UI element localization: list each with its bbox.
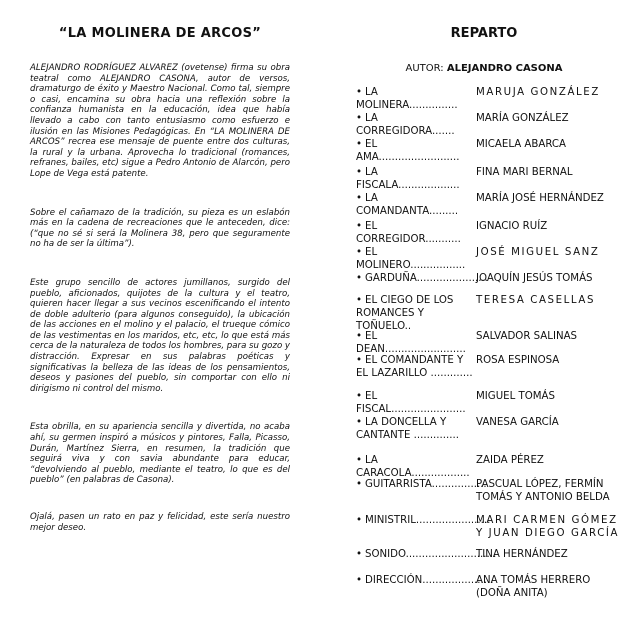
bullet-icon: • bbox=[356, 167, 363, 178]
bullet-icon: • bbox=[356, 139, 363, 150]
intro-paragraph-4: Esta obrilla, en su apariencia sencilla y divertida, no acaba ahí, su germen inspiró a músicos y pintores, Falla, Picasso, Durán, Martínez Sierra, en resumen, la tradición que seguirá viva y con savia abundante para educar, “devolviendo al pueblo, mediante el teatro, lo que es del pueblo” (en palabras de Casona). bbox=[30, 422, 290, 486]
bullet-icon: • bbox=[356, 331, 363, 342]
intro-column bbox=[30, 22, 290, 533]
cast-actor: SALVADOR SALINAS bbox=[476, 331, 578, 342]
cast-role-label: LA COMANDANTA......... bbox=[356, 193, 459, 217]
cast-role bbox=[356, 272, 488, 285]
bullet-icon: • bbox=[356, 417, 363, 428]
cast-actor: MARI CARMEN GÓMEZ Y JUAN DIEGO GARCÍA bbox=[476, 515, 620, 539]
cast-role bbox=[356, 192, 474, 218]
cast-role bbox=[356, 246, 474, 272]
intro-paragraph-1: ALEJANDRO RODRÍGUEZ ALVAREZ (ovetense) firma su obra teatral como ALEJANDRO CASONA, autor de versos, dramaturgo de éxito y Maestro Nacional. Como tal, siempre o casi, encamina su obra hacia una reflexión sobre la confianza humanista en la educación, idea que había llevado a cabo con tanto entusiasmo como esfuerzo e ilusión en las Misiones Pedagógicas. En “LA MOLINERA DE ARCOS” recrea ese mensaje de puente entre dos culturas, la rural y la urbana. Aprovecha lo tradicional (romances, refranes, bailes, etc) sigue a Pedro Antonio de Alarcón, pero Lope de Vega está patente. bbox=[30, 63, 290, 179]
cast-role bbox=[356, 416, 474, 442]
cast-role bbox=[356, 294, 474, 333]
bullet-icon: • bbox=[356, 113, 363, 124]
cast-role-label: EL COMANDANTE Y EL LAZARILLO ............. bbox=[356, 355, 473, 379]
cast-role-label: EL CIEGO DE LOS ROMANCES Y TOÑUELO.. bbox=[356, 295, 454, 332]
cast-title: REPARTO bbox=[450, 26, 518, 41]
cast-role bbox=[356, 548, 497, 561]
cast-column bbox=[348, 22, 620, 599]
bullet-icon: • bbox=[356, 549, 363, 560]
cast-role bbox=[356, 514, 491, 527]
author-name: ALEJANDRO CASONA bbox=[446, 63, 563, 74]
cast-role bbox=[356, 220, 474, 246]
cast-actor: TINA HERNÁNDEZ bbox=[476, 549, 568, 560]
cast-actor: MARÍA JOSÉ HERNÁNDEZ bbox=[476, 193, 604, 204]
cast-role-label: LA DONCELLA Y CANTANTE .............. bbox=[356, 417, 459, 441]
author-line bbox=[348, 63, 620, 74]
bullet-icon: • bbox=[356, 193, 363, 204]
cast-role bbox=[356, 454, 474, 480]
author-label: AUTOR: bbox=[405, 63, 444, 74]
cast-role-label: EL MOLINERO................. bbox=[356, 247, 466, 271]
cast-role bbox=[356, 574, 494, 587]
cast-actor: MARUJA GONZÁLEZ bbox=[476, 87, 600, 98]
cast-actor: VANESA GARCÍA bbox=[476, 417, 559, 428]
cast-actor: JOSÉ MIGUEL SANZ bbox=[476, 247, 600, 258]
bullet-icon: • bbox=[356, 247, 363, 258]
bullet-icon: • bbox=[356, 355, 363, 366]
cast-role bbox=[356, 138, 474, 164]
cast-role-label: GARDUÑA...................... bbox=[365, 273, 488, 284]
cast-role-label: LA FISCALA................... bbox=[356, 167, 460, 191]
cast-actor: ZAIDA PÉREZ bbox=[476, 455, 544, 466]
cast-role bbox=[356, 478, 487, 491]
cast-role-label: MINISTRIL....................... bbox=[365, 515, 491, 526]
cast-role-label: EL FISCAL....................... bbox=[356, 391, 466, 415]
bullet-icon: • bbox=[356, 515, 363, 526]
cast-actor: MIGUEL TOMÁS bbox=[476, 391, 555, 402]
cast-actor: JOAQUÍN JESÚS TOMÁS bbox=[476, 273, 593, 284]
cast-role bbox=[356, 330, 474, 356]
intro-paragraph-2: Sobre el cañamazo de la tradición, su pieza es un eslabón más en la cadena de recreaciones que le anteceden, dice: (“que no sé si será la Molinera 38, pero que seguramente no ha de ser la última”). bbox=[30, 207, 290, 250]
cast-role bbox=[356, 390, 474, 416]
cast-role bbox=[356, 112, 474, 138]
bullet-icon: • bbox=[356, 221, 363, 232]
cast-actor: ANA TOMÁS HERRERO (DOÑA ANITA) bbox=[476, 575, 591, 599]
cast-actor: MICAELA ABARCA bbox=[476, 139, 567, 150]
bullet-icon: • bbox=[356, 273, 363, 284]
cast-role-label: LA CORREGIDORA....... bbox=[356, 113, 455, 137]
intro-paragraph-3: Este grupo sencillo de actores jumillanos, surgido del pueblo, aficionados, quijotes de la cultura y el teatro, quieren hacer llegar a sus vecinos escenificando el intento de doble adulterio (para algunos conseguido), la ubicación de las acciones en el molino y el palacio, el trueque cómico de las vestimentas en los maridos, etc, etc, lo que está más cerca de la naturaleza de todos los hombres, para su gozo y distracción. Expresar en sus palabras poéticas y significativas la belleza de las ideas de los pensamientos, deseos y pasiones del pueblo, sin comportar con ello ni dirigismo ni control del mismo. bbox=[30, 277, 291, 394]
cast-role bbox=[356, 86, 474, 112]
cast-role-label: LA CARACOLA.................. bbox=[356, 455, 470, 479]
cast-role bbox=[356, 354, 474, 380]
bullet-icon: • bbox=[356, 575, 363, 586]
intro-paragraph-5: Ojalá, pasen un rato en paz y felicidad, este sería nuestro mejor deseo. bbox=[30, 512, 290, 533]
cast-role-label: SONIDO............................ bbox=[365, 549, 497, 560]
cast-role-label: LA MOLINERA............... bbox=[356, 87, 458, 111]
cast-role-label: GUITARRISTA................. bbox=[365, 479, 487, 490]
bullet-icon: • bbox=[356, 295, 363, 306]
cast-actor: MARÍA GONZÁLEZ bbox=[476, 113, 569, 124]
cast-role-label: EL CORREGIDOR........... bbox=[356, 221, 461, 245]
cast-actor: ROSA ESPINOSA bbox=[476, 355, 560, 366]
bullet-icon: • bbox=[356, 479, 363, 490]
cast-role-label: DIRECCIÓN...................... bbox=[365, 575, 494, 586]
cast-actor: FINA MARI BERNAL bbox=[476, 167, 573, 178]
cast-actor: PASCUAL LÓPEZ, FERMÍN TOMÁS Y ANTONIO BELDA bbox=[476, 479, 610, 503]
cast-role bbox=[356, 166, 474, 192]
cast-role-label: EL DEAN......................... bbox=[356, 331, 466, 355]
cast-actor: TERESA CASELLAS bbox=[476, 295, 596, 306]
bullet-icon: • bbox=[356, 455, 363, 466]
cast-role-label: EL AMA......................... bbox=[356, 139, 460, 163]
bullet-icon: • bbox=[356, 391, 363, 402]
cast-actor: IGNACIO RUÍZ bbox=[476, 221, 548, 232]
play-title: “LA MOLINERA DE ARCOS” bbox=[58, 26, 262, 41]
bullet-icon: • bbox=[356, 87, 363, 98]
